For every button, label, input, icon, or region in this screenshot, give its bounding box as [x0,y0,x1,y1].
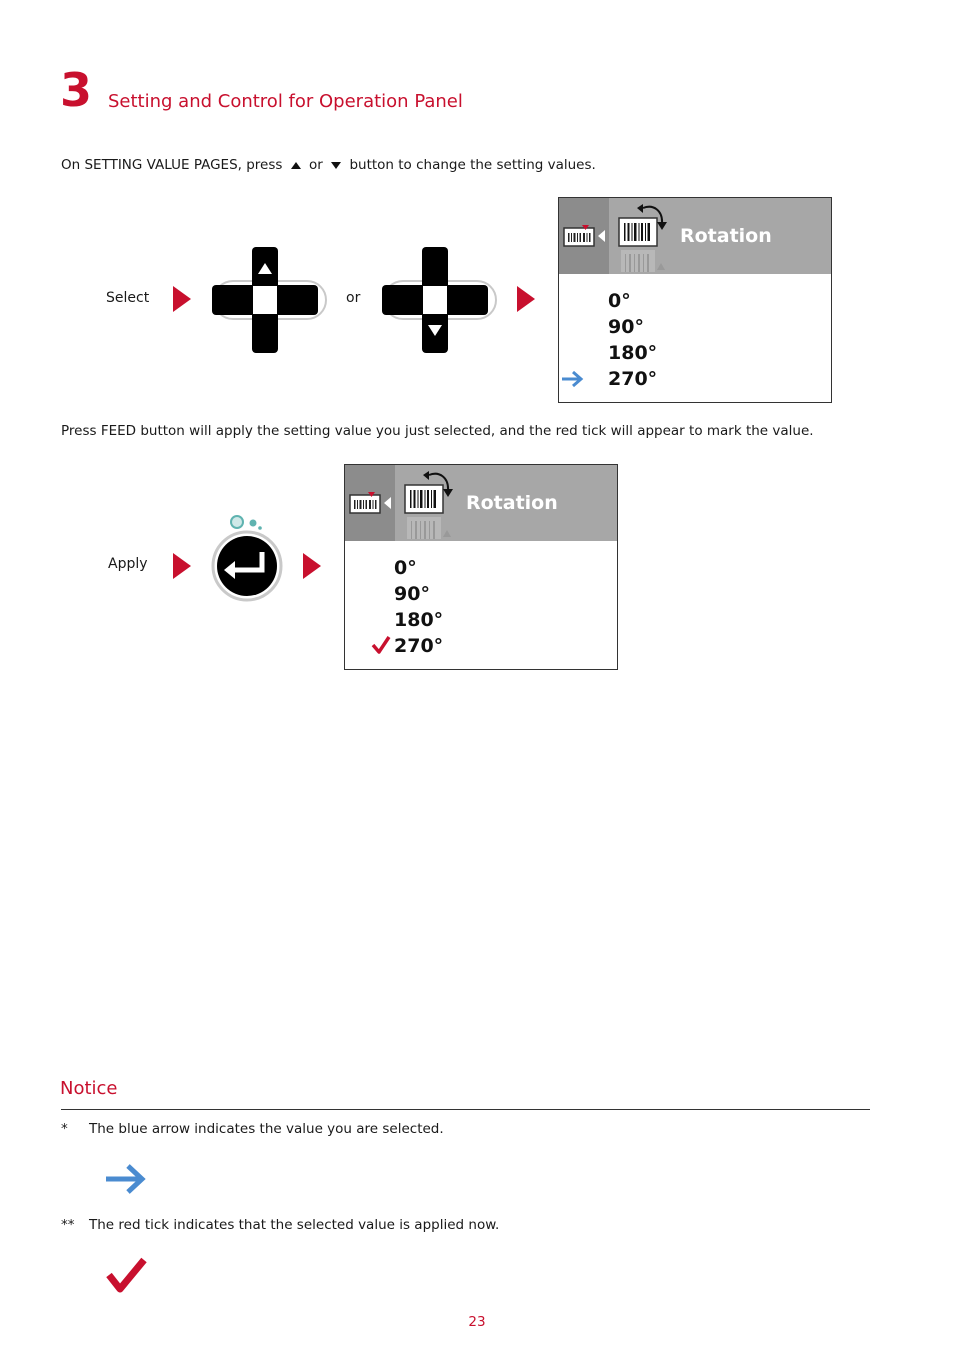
lcd-option-selected[interactable]: 270° [608,368,658,390]
lcd-header [345,465,617,541]
red-tick-icon [371,635,391,655]
lcd-title: Rotation [466,492,558,514]
red-tick-icon [106,1257,148,1293]
lcd-screen-applied [344,464,618,670]
intro-before: On SETTING VALUE PAGES, press [61,157,283,173]
rotation-icon [617,204,677,272]
lcd-header-tab [559,198,609,274]
select-label: Select [106,290,150,306]
or-label: or [346,290,361,306]
page-number: 23 [468,1314,486,1330]
blue-arrow-icon [104,1162,148,1196]
dpad-down-icon[interactable] [378,245,498,355]
notice-divider [61,1109,870,1110]
dpad-up-icon[interactable] [208,245,328,355]
chapter-title: Setting and Control for Operation Panel [108,91,463,112]
intro-or: or [309,157,323,173]
lcd-option[interactable]: 180° [394,609,444,631]
red-arrow-icon [303,553,321,579]
rotation-icon [403,471,463,539]
lcd-header-tab [345,465,395,541]
lcd-title: Rotation [680,225,772,247]
notice-marker: * [61,1121,68,1137]
feed-button-icon[interactable] [207,510,287,602]
lcd-option[interactable]: 0° [608,290,631,312]
apply-label: Apply [108,556,148,572]
lcd-option[interactable]: 0° [394,557,417,579]
intro-paragraph [61,156,596,174]
lcd-screen-select [558,197,832,403]
notice-title: Notice [60,1078,118,1099]
blue-arrow-icon [561,370,585,388]
intro-after: button to change the setting values. [349,157,596,173]
lcd-option[interactable]: 90° [394,583,430,605]
down-triangle-icon [331,162,341,169]
lcd-option-applied[interactable]: 270° [394,635,444,657]
lcd-option[interactable]: 180° [608,342,658,364]
red-arrow-icon [173,553,191,579]
notice-text: The red tick indicates that the selected value is applied now. [89,1217,500,1233]
up-triangle-icon [291,162,301,169]
lcd-header [559,198,831,274]
red-arrow-icon [173,286,191,312]
red-arrow-icon [517,286,535,312]
lcd-option[interactable]: 90° [608,316,644,338]
notice-text: The blue arrow indicates the value you are selected. [89,1121,444,1137]
chapter-number: 3 [60,63,93,117]
printer-settings-icon [349,491,395,517]
feed-paragraph: Press FEED button will apply the setting value you just selected, and the red tick will appear to mark the value. [61,423,814,439]
notice-marker: ** [61,1217,75,1233]
printer-settings-icon [563,224,609,250]
